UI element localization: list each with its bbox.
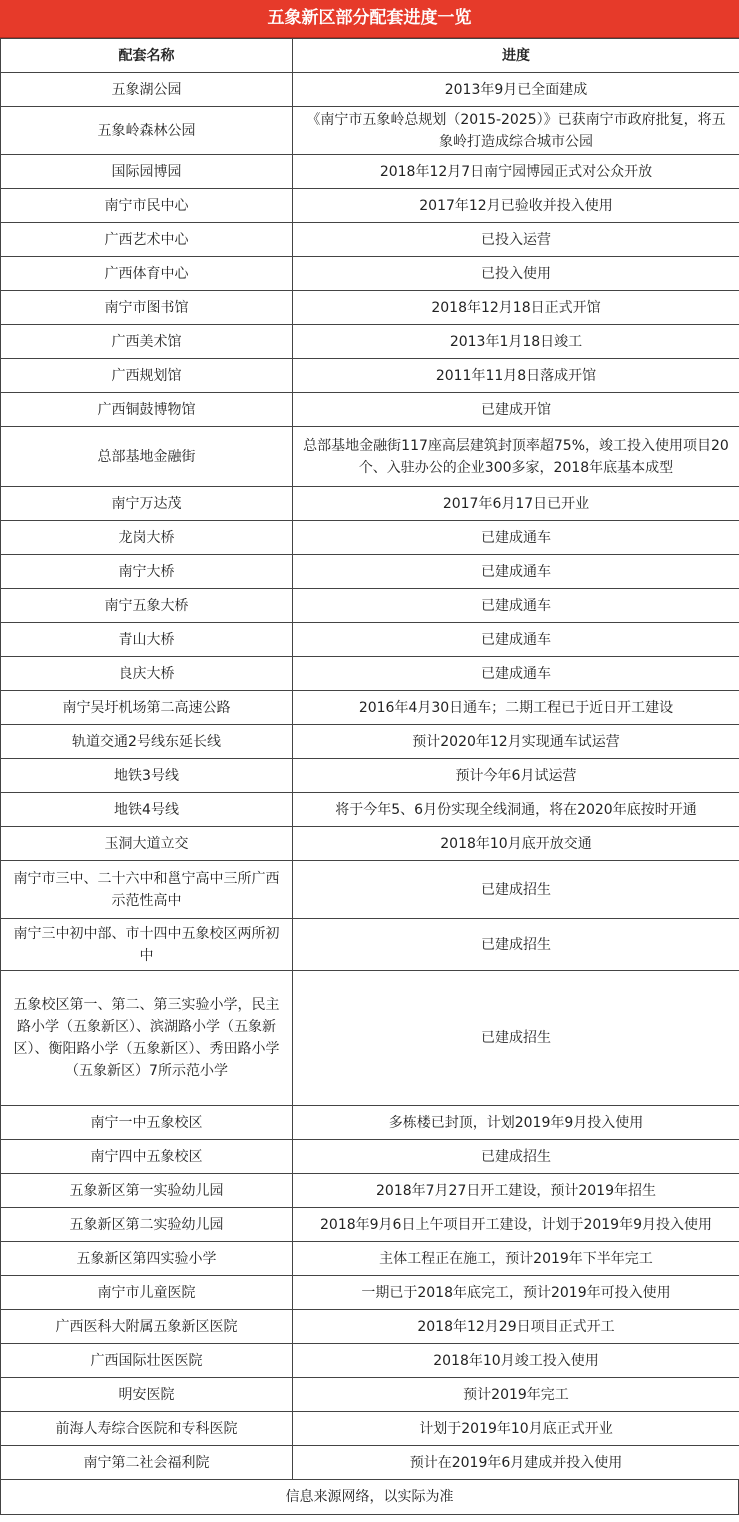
table-row bbox=[1, 1276, 739, 1310]
row-name: 青山大桥 bbox=[1, 623, 293, 657]
table-row bbox=[1, 107, 739, 155]
row-name: 前海人寿综合医院和专科医院 bbox=[1, 1412, 293, 1446]
row-progress: 主体工程正在施工，预计2019年下半年完工 bbox=[293, 1242, 739, 1276]
row-name: 广西规划馆 bbox=[1, 359, 293, 393]
row-progress: 2018年10月竣工投入使用 bbox=[293, 1344, 739, 1378]
row-name: 五象岭森林公园 bbox=[1, 107, 293, 155]
table-row bbox=[1, 1174, 739, 1208]
row-name: 南宁市民中心 bbox=[1, 189, 293, 223]
row-name: 五象湖公园 bbox=[1, 73, 293, 107]
row-name: 龙岗大桥 bbox=[1, 521, 293, 555]
row-name: 南宁五象大桥 bbox=[1, 589, 293, 623]
row-name: 总部基地金融街 bbox=[1, 427, 293, 487]
row-progress: 2018年12月29日项目正式开工 bbox=[293, 1310, 739, 1344]
table-row bbox=[1, 487, 739, 521]
row-progress: 预计今年6月试运营 bbox=[293, 759, 739, 793]
table-header-row bbox=[1, 39, 739, 73]
row-progress: 已建成招生 bbox=[293, 861, 739, 919]
row-progress: 预计2020年12月实现通车试运营 bbox=[293, 725, 739, 759]
table-row bbox=[1, 1344, 739, 1378]
table-row bbox=[1, 759, 739, 793]
row-progress: 预计2019年完工 bbox=[293, 1378, 739, 1412]
row-progress: 总部基地金融街117座高层建筑封顶率超75%，竣工投入使用项目20个、入驻办公的企业300多家，2018年底基本成型 bbox=[293, 427, 739, 487]
table-row bbox=[1, 155, 739, 189]
table-row bbox=[1, 725, 739, 759]
table-row bbox=[1, 189, 739, 223]
row-name: 南宁市图书馆 bbox=[1, 291, 293, 325]
row-progress: 2013年9月已全面建成 bbox=[293, 73, 739, 107]
table-row bbox=[1, 1378, 739, 1412]
row-progress: 已建成通车 bbox=[293, 555, 739, 589]
table-row bbox=[1, 691, 739, 725]
row-progress: 2018年7月27日开工建设，预计2019年招生 bbox=[293, 1174, 739, 1208]
row-progress: 已建成通车 bbox=[293, 521, 739, 555]
row-progress: 2018年10月底开放交通 bbox=[293, 827, 739, 861]
row-progress: 已建成开馆 bbox=[293, 393, 739, 427]
table-body bbox=[1, 73, 739, 1480]
row-name: 南宁三中初中部、市十四中五象校区两所初中 bbox=[1, 919, 293, 971]
table-row bbox=[1, 589, 739, 623]
row-progress: 2011年11月8日落成开馆 bbox=[293, 359, 739, 393]
row-name: 广西体育中心 bbox=[1, 257, 293, 291]
table-row bbox=[1, 1242, 739, 1276]
table-row bbox=[1, 1140, 739, 1174]
table-row bbox=[1, 1106, 739, 1140]
row-progress: 2013年1月18日竣工 bbox=[293, 325, 739, 359]
row-progress: 已投入运营 bbox=[293, 223, 739, 257]
source-note: 信息来源网络，以实际为准 bbox=[0, 1480, 739, 1515]
row-progress: 2018年12月18日正式开馆 bbox=[293, 291, 739, 325]
row-name: 广西国际壮医医院 bbox=[1, 1344, 293, 1378]
row-progress: 预计在2019年6月建成并投入使用 bbox=[293, 1446, 739, 1480]
row-name: 南宁四中五象校区 bbox=[1, 1140, 293, 1174]
row-progress: 已建成通车 bbox=[293, 623, 739, 657]
row-name: 南宁万达茂 bbox=[1, 487, 293, 521]
row-name: 广西铜鼓博物馆 bbox=[1, 393, 293, 427]
table-row bbox=[1, 623, 739, 657]
row-progress: 2017年6月17日已开业 bbox=[293, 487, 739, 521]
row-name: 南宁第二社会福利院 bbox=[1, 1446, 293, 1480]
row-name: 良庆大桥 bbox=[1, 657, 293, 691]
table-row bbox=[1, 427, 739, 487]
table-row bbox=[1, 73, 739, 107]
row-progress: 已建成通车 bbox=[293, 589, 739, 623]
row-progress: 将于今年5、6月份实现全线洞通，将在2020年底按时开通 bbox=[293, 793, 739, 827]
header-name: 配套名称 bbox=[1, 39, 293, 73]
row-progress: 已建成招生 bbox=[293, 1140, 739, 1174]
table-row bbox=[1, 521, 739, 555]
header-progress: 进度 bbox=[293, 39, 739, 73]
table-row bbox=[1, 1412, 739, 1446]
row-progress: 计划于2019年10月底正式开业 bbox=[293, 1412, 739, 1446]
table-row bbox=[1, 919, 739, 971]
row-progress: 已建成招生 bbox=[293, 971, 739, 1106]
row-progress: 2018年12月7日南宁园博园正式对公众开放 bbox=[293, 155, 739, 189]
table-row bbox=[1, 827, 739, 861]
row-name: 五象新区第二实验幼儿园 bbox=[1, 1208, 293, 1242]
row-progress: 已建成招生 bbox=[293, 919, 739, 971]
row-name: 南宁一中五象校区 bbox=[1, 1106, 293, 1140]
row-name: 地铁3号线 bbox=[1, 759, 293, 793]
page-title: 五象新区部分配套进度一览 bbox=[0, 0, 739, 38]
row-name: 地铁4号线 bbox=[1, 793, 293, 827]
row-name: 广西艺术中心 bbox=[1, 223, 293, 257]
row-progress: 已建成通车 bbox=[293, 657, 739, 691]
row-name: 国际园博园 bbox=[1, 155, 293, 189]
row-progress: 一期已于2018年底完工，预计2019年可投入使用 bbox=[293, 1276, 739, 1310]
row-name: 玉洞大道立交 bbox=[1, 827, 293, 861]
row-name: 轨道交通2号线东延长线 bbox=[1, 725, 293, 759]
row-progress: 《南宁市五象岭总规划（2015-2025）》已获南宁市政府批复，将五象岭打造成综合城市公园 bbox=[293, 107, 739, 155]
row-name: 广西医科大附属五象新区医院 bbox=[1, 1310, 293, 1344]
row-progress: 2018年9月6日上午项目开工建设，计划于2019年9月投入使用 bbox=[293, 1208, 739, 1242]
table-row bbox=[1, 257, 739, 291]
row-name: 南宁大桥 bbox=[1, 555, 293, 589]
row-progress: 已投入使用 bbox=[293, 257, 739, 291]
table-row bbox=[1, 657, 739, 691]
table-row bbox=[1, 291, 739, 325]
table-row bbox=[1, 793, 739, 827]
table-row bbox=[1, 861, 739, 919]
table-row bbox=[1, 223, 739, 257]
table-row bbox=[1, 1446, 739, 1480]
row-name: 明安医院 bbox=[1, 1378, 293, 1412]
row-name: 广西美术馆 bbox=[1, 325, 293, 359]
table-row bbox=[1, 325, 739, 359]
row-progress: 2017年12月已验收并投入使用 bbox=[293, 189, 739, 223]
table-row bbox=[1, 971, 739, 1106]
row-name: 五象新区第四实验小学 bbox=[1, 1242, 293, 1276]
progress-table bbox=[0, 38, 739, 1480]
row-name: 五象校区第一、第二、第三实验小学，民主路小学（五象新区）、滨湖路小学（五象新区）、衡阳路小学（五象新区）、秀田路小学（五象新区）7所示范小学 bbox=[1, 971, 293, 1106]
table-row bbox=[1, 555, 739, 589]
table-row bbox=[1, 1310, 739, 1344]
row-name: 五象新区第一实验幼儿园 bbox=[1, 1174, 293, 1208]
row-name: 南宁市三中、二十六中和邕宁高中三所广西示范性高中 bbox=[1, 861, 293, 919]
row-name: 南宁市儿童医院 bbox=[1, 1276, 293, 1310]
table-row bbox=[1, 1208, 739, 1242]
row-progress: 2016年4月30日通车；二期工程已于近日开工建设 bbox=[293, 691, 739, 725]
table-row bbox=[1, 393, 739, 427]
row-progress: 多栋楼已封顶，计划2019年9月投入使用 bbox=[293, 1106, 739, 1140]
row-name: 南宁吴圩机场第二高速公路 bbox=[1, 691, 293, 725]
table-row bbox=[1, 359, 739, 393]
